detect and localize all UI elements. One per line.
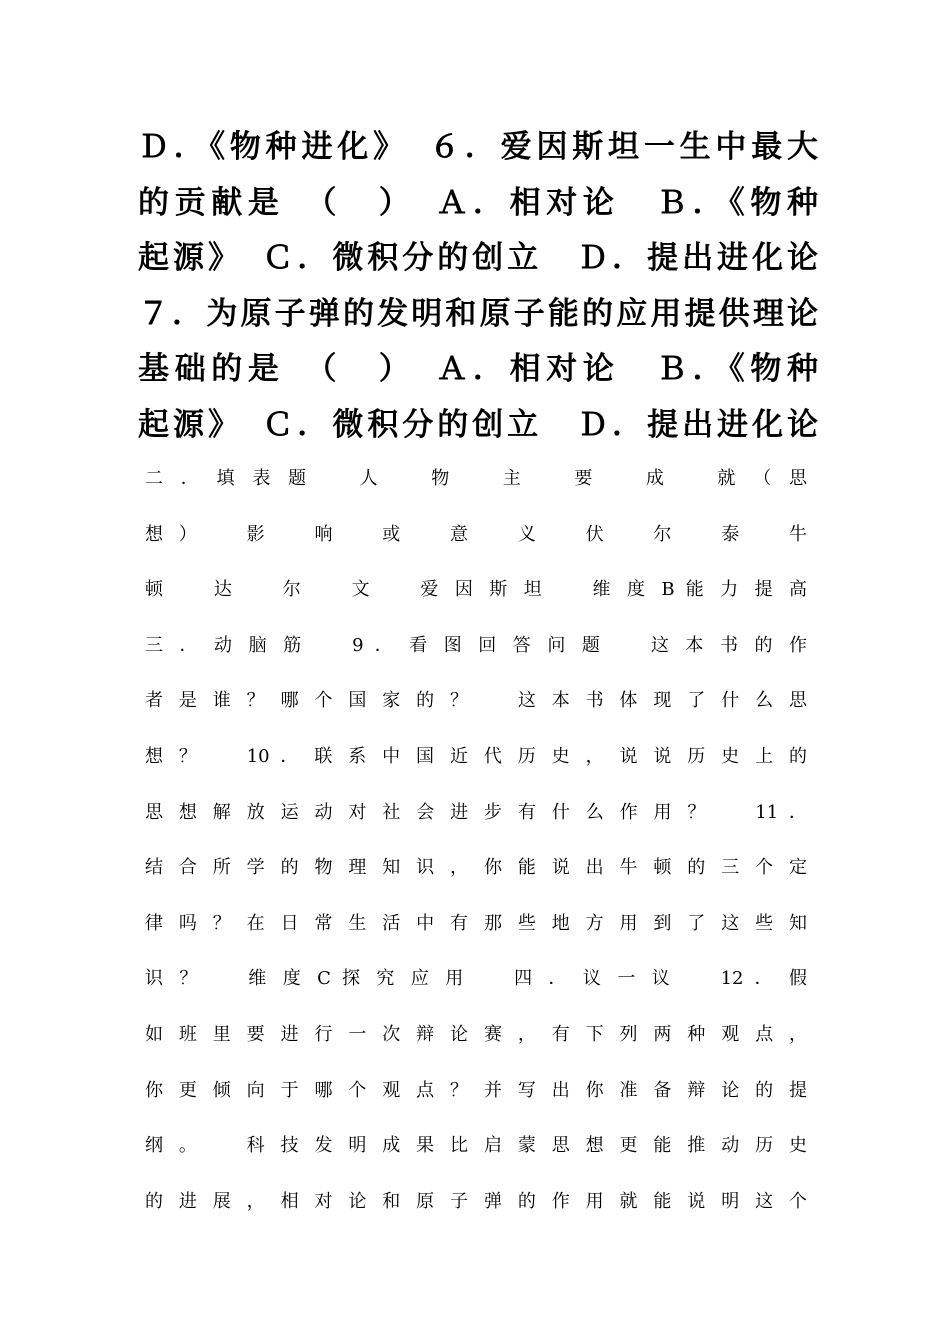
body-line: 纲 。 科 技 发 明 成 果 比 启 蒙 思 想 更 能 推 动 历 史 [145, 1135, 807, 1157]
body-line: 思 想 解 放 运 动 对 社 会 进 步 有 什 么 作 用 ？ 11 ． [145, 801, 807, 823]
body-line: 顿 达 尔 文 爱 因 斯 坦 维 度 B 能 力 提 高 [145, 579, 807, 601]
body-line: 三 ． 动 脑 筋 9 ． 看 图 回 答 问 题 这 本 书 的 作 [145, 634, 807, 656]
question-line: Ｄ．《物种进化》 ６．爱因斯坦一生中最大 [138, 129, 818, 165]
body-line: 者 是 谁 ？ 哪 个 国 家 的 ？ 这 本 书 体 现 了 什 么 思 [145, 690, 807, 712]
body-line: 想 ） 影 响 或 意 义 伏 尔 泰 牛 [145, 523, 807, 545]
body-line: 律 吗 ？ 在 日 常 生 活 中 有 那 些 地 方 用 到 了 这 些 知 [145, 912, 807, 934]
question-block [138, 120, 818, 454]
body-line: 识 ？ 维 度 C 探 究 应 用 四 ． 议 一 议 12 ． 假 [145, 968, 807, 990]
body-line: 二 ． 填 表 题 人 物 主 要 成 就 （ 思 [145, 468, 807, 489]
body-line: 如 班 里 要 进 行 一 次 辩 论 赛 ， 有 下 列 两 种 观 点 ， [145, 1023, 807, 1045]
question-line: ７．为原子弹的发明和原子能的应用提供理论 [138, 295, 818, 332]
question-line: 起源》 Ｃ．微积分的创立 Ｄ．提出进化论 [138, 406, 818, 443]
body-line: 想 ？ 10 ． 联 系 中 国 近 代 历 史 ， 说 说 历 史 上 的 [145, 745, 807, 767]
question-line: 的贡献是 （ ） Ａ．相对论 Ｂ．《物种 [138, 184, 818, 221]
body-line: 的 进 展 ， 相 对 论 和 原 子 弹 的 作 用 就 能 说 明 这 个 [145, 1190, 807, 1212]
body-line: 结 合 所 学 的 物 理 知 识 ， 你 能 说 出 牛 顿 的 三 个 定 [145, 857, 807, 879]
body-line: 你 更 倾 向 于 哪 个 观 点 ？ 并 写 出 你 准 备 辩 论 的 提 [145, 1079, 807, 1101]
body-text-block [145, 451, 807, 1229]
question-line: 基础的是 （ ） Ａ．相对论 Ｂ．《物种 [138, 351, 818, 388]
question-line: 起源》 Ｃ．微积分的创立 Ｄ．提出进化论 [138, 240, 818, 277]
